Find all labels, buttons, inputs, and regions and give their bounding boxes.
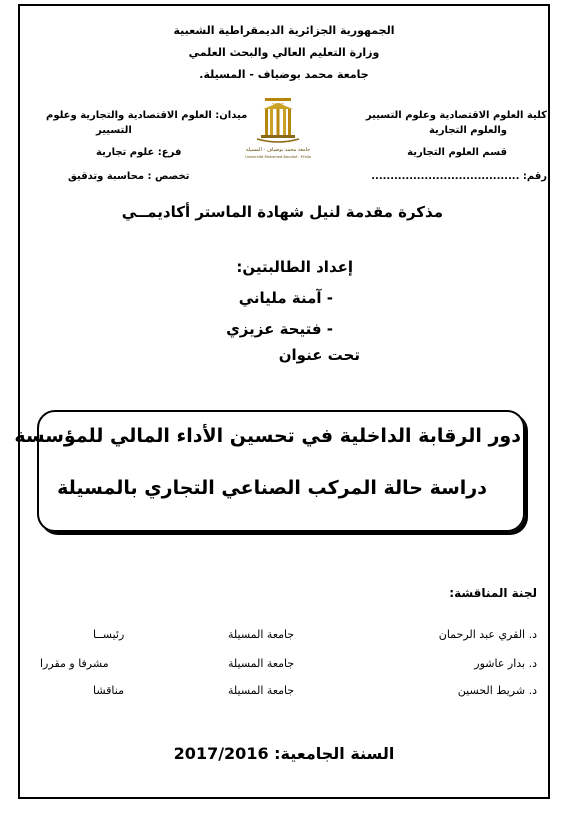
department: قسم العلوم التجارية <box>407 147 507 158</box>
jury-member-1-institution: جامعة المسيلة <box>228 628 295 641</box>
student-1: - آمنة ملياني <box>238 289 333 307</box>
specialty: تخصص : محاسبة وتدقيق <box>68 171 190 182</box>
jury-member-1-role: رئيســا <box>93 628 125 641</box>
jury-member-2-institution: جامعة المسيلة <box>228 657 295 670</box>
jury-member-3-institution: جامعة المسيلة <box>228 684 295 697</box>
under-title-label: تحت عنوان <box>278 346 360 364</box>
academic-year: السنة الجامعية: 2017/2016 <box>173 744 395 763</box>
jury-member-1-name: د. القري عبد الرحمان <box>438 628 537 641</box>
university-logo <box>243 95 313 165</box>
field-line2: التسيير <box>96 125 132 136</box>
thesis-title-line2: دراسة حالة المركب الصناعي التجاري بالمسيلة <box>57 477 487 499</box>
university-title: جامعة محمد بوضياف - المسيلة. <box>199 68 369 81</box>
republic-title: الجمهورية الجزائرية الديمقراطية الشعبية <box>173 24 395 37</box>
field-line1: ميدان: العلوم الاقتصادية والتجارية وعلوم <box>46 110 248 121</box>
faculty-line2: والعلوم التجارية <box>428 125 507 136</box>
logo-name-fr: Université Mohamed Boudiaf - M'sila <box>245 155 311 159</box>
prepared-by-label: إعداد الطالبتين: <box>236 258 353 276</box>
number-field: رقم: ....................................... <box>371 171 547 182</box>
jury-member-2-role: مشرفا و مقررا <box>40 657 109 670</box>
jury-member-2-name: د. بدار عاشور <box>474 657 537 670</box>
logo-name-ar: جامعة محمد بوضياف - المسيلة <box>245 147 311 153</box>
branch: فرع: علوم تجارية <box>96 147 182 158</box>
jury-label: لجنة المناقشة: <box>449 586 537 600</box>
faculty-line1: كلية العلوم الاقتصادية وعلوم التسيير <box>365 110 547 121</box>
student-2: - فتيحة عزيزي <box>226 320 333 338</box>
jury-member-3-name: د. شريط الحسين <box>457 684 537 697</box>
jury-member-3-role: مناقشا <box>93 684 124 697</box>
thesis-title-line1: دور الرقابة الداخلية في تحسين الأداء المالي للمؤسسة <box>14 425 521 447</box>
ministry-title: وزارة التعليم العالي والبحث العلمي <box>188 46 380 59</box>
memo-title: مذكرة مقدمة لنيل شهادة الماستر أكاديمــي <box>121 203 443 221</box>
